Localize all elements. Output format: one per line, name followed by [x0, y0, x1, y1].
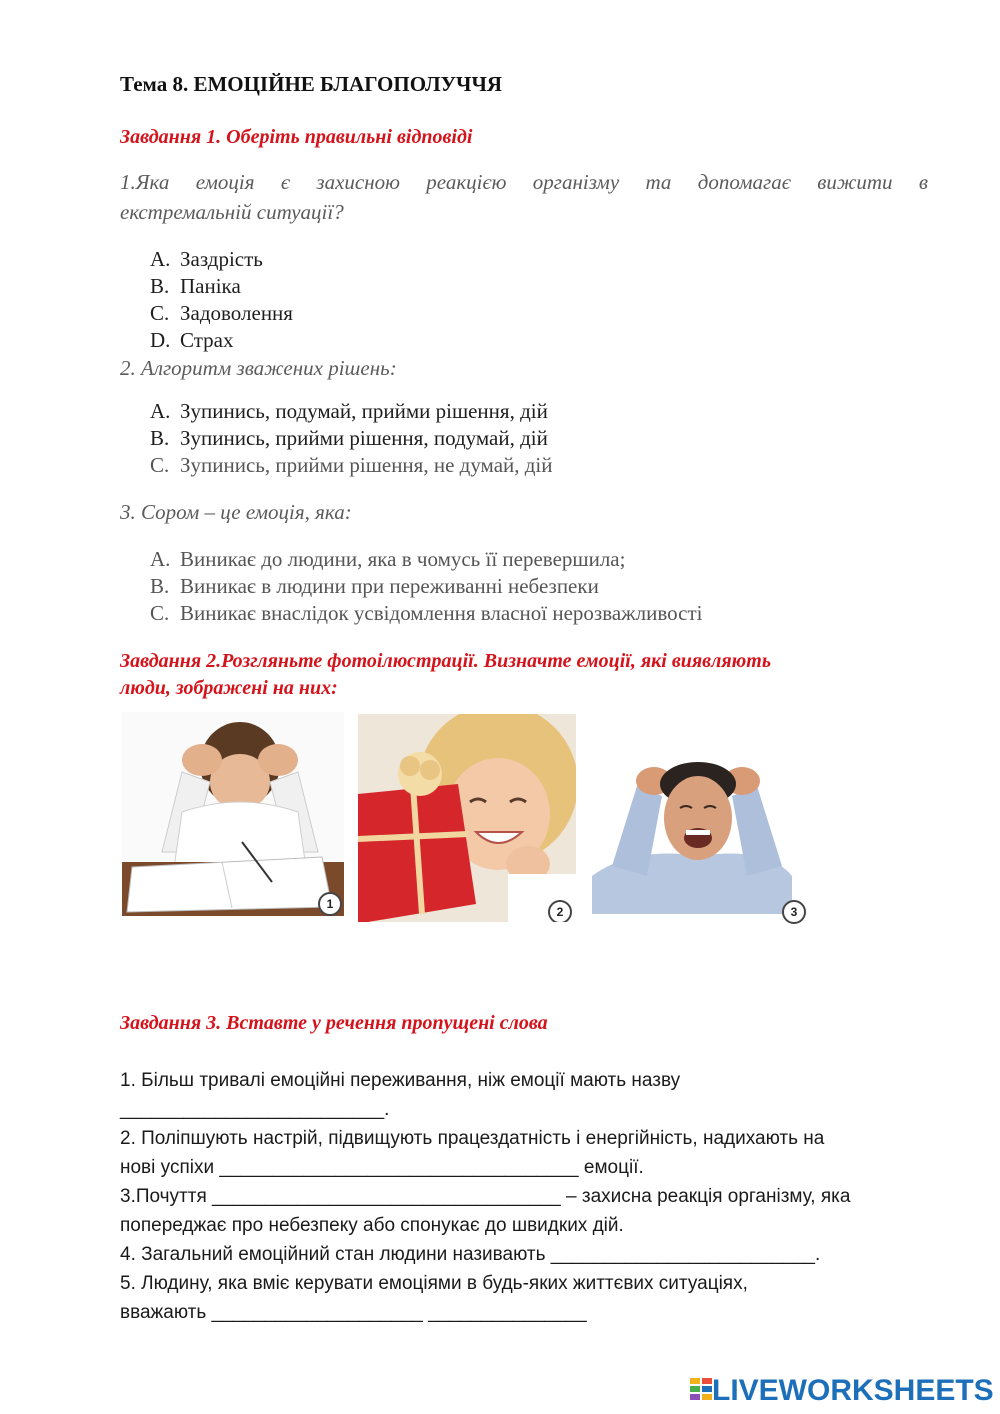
sentence-2-line1: 2. Поліпшують настрій, підвищують працездатність і енергійність, надихають на: [120, 1128, 825, 1149]
q3-option-a[interactable]: A. Виникає до людини, яка в чомусь її перевершила;: [150, 547, 626, 571]
q2-option-c[interactable]: C. Зупинись, прийми рішення, не думай, дій: [150, 453, 553, 477]
happy-girl-illustration: [358, 714, 576, 922]
q3-option-c[interactable]: C. Виникає внаслідок усвідомлення власної нерозважливості: [150, 601, 703, 625]
sentence-5-line1: 5. Людину, яка вміє керувати емоціями в будь-яких життєвих ситуаціях,: [120, 1273, 748, 1294]
shocked-man-illustration: [592, 756, 810, 924]
q1-option-c[interactable]: C. Задоволення: [150, 301, 293, 325]
photo-number-1: 1: [318, 892, 342, 916]
sentence-3-line2: попереджає про небезпеку або спонукає до швидких дій.: [120, 1215, 624, 1236]
task2-heading-line1: Завдання 2.Розгляньте фотоілюстрації. Визначте емоції, які виявляють: [120, 650, 771, 672]
photo-number-2: 2: [548, 900, 572, 922]
sentence-5-line2[interactable]: вважають ____________________ _______________: [120, 1302, 587, 1323]
sentence-4[interactable]: 4. Загальний емоційний стан людини називають _________________________.: [120, 1244, 821, 1265]
q2-option-a[interactable]: A. Зупинись, подумай, прийми рішення, дій: [150, 399, 548, 423]
q3-option-b[interactable]: B. Виникає в людини при переживанні небезпеки: [150, 574, 599, 598]
sentence-3-line1[interactable]: 3.Почуття _________________________________ – захисна реакція організму, яка: [120, 1186, 851, 1207]
logo-text: LIVEWORKSHEETS: [712, 1374, 994, 1407]
stressed-boy-illustration: [122, 712, 344, 916]
logo-squares-icon: [690, 1376, 712, 1406]
photo-happy-girl: [358, 714, 576, 922]
task3-heading: Завдання 3. Вставте у речення пропущені слова: [120, 1012, 548, 1034]
photo-shocked-man: [592, 756, 810, 924]
task1-heading: Завдання 1. Оберіть правильні відповіді: [120, 126, 473, 148]
q2-option-b[interactable]: B. Зупинись, прийми рішення, подумай, дій: [150, 426, 548, 450]
q1-option-d[interactable]: D. Страх: [150, 328, 234, 352]
q1-option-a[interactable]: A. Заздрість: [150, 247, 263, 271]
q1-options: [150, 246, 293, 354]
page-title: Тема 8. ЕМОЦІЙНЕ БЛАГОПОЛУЧЧЯ: [120, 72, 503, 96]
photo-stressed-boy: [122, 712, 344, 916]
q3-text: 3. Сором – це емоція, яка:: [120, 500, 352, 524]
sentence-1-blank[interactable]: _________________________.: [120, 1099, 390, 1120]
sentence-1-line1: 1. Більш тривалі емоційні переживання, ніж емоції мають назву: [120, 1070, 681, 1091]
sentence-2-line2[interactable]: нові успіхи __________________________________ емоції.: [120, 1157, 644, 1178]
q1-option-b[interactable]: B. Паніка: [150, 274, 241, 298]
q1-text-line2: екстремальній ситуації?: [120, 200, 344, 224]
q3-options: [150, 546, 703, 627]
q2-text: 2. Алгоритм зважених рішень:: [120, 356, 397, 380]
q2-options: [150, 398, 553, 479]
liveworksheets-logo: [690, 1374, 994, 1408]
q1-text-line1: 1.Яка емоція є захисною реакцією організму та допомагає вижити в: [120, 170, 928, 194]
task3-sentences: [120, 1066, 940, 1327]
task2-heading-line2: люди, зображені на них:: [120, 677, 338, 699]
photo-number-3: 3: [782, 900, 806, 924]
